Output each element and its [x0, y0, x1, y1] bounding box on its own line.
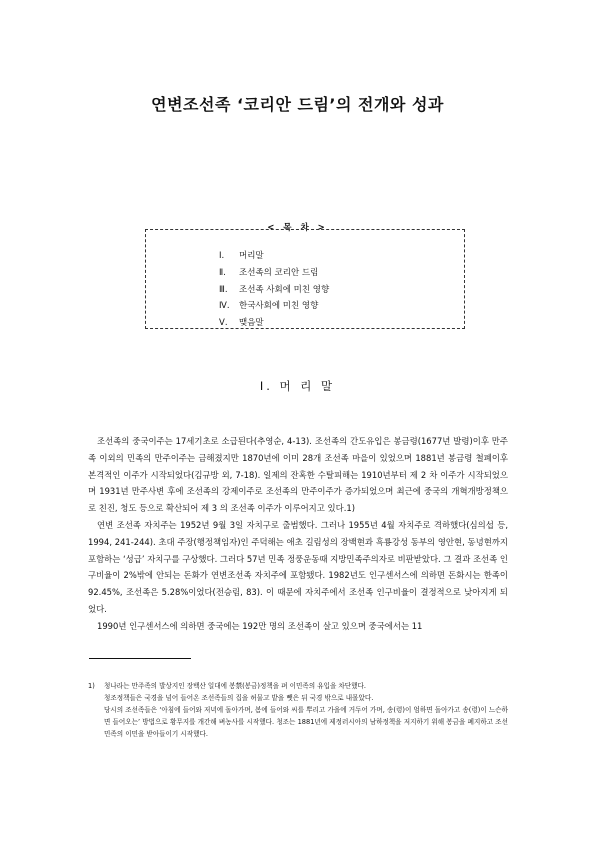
toc-item [219, 315, 329, 332]
toc-list [219, 248, 329, 332]
footnote-mark: 1) [88, 682, 95, 690]
paragraph: 1990년 인구센서스에 의하면 중국에는 192만 명의 조선족이 살고 있으며 중국에서는 11 [97, 620, 423, 631]
paragraph: 연변 조선족 자치주는 1952년 9월 3일 자치구로 출범했다. 그러나 1955년 4월 자치주로 격하했다(심의섭 등, 1994, 241-244). 초대 주장(행정책임자)인 주덕해는 애초 길림성의 장백현과 흑룡강성 동부의 영안현, 동녕현까지 포함하는 ‘성급’ 자치구를 구상했다. 그러다 57년 민족 정풍운동때 지방민족주의자로 비판받았다. 그 결과 조선족 인구비율이 2%밖에 안되는 돈화가 연변조선족 자치주에 포함됐다. 1982년도 인구센서스에 의하면 돈화시는 한족이 92.45%, 조선족은 5.28%이었다(전승림, 83). 이 때문에 자치주에서 조선족 인구비율이 결정적으로 낮아지게 되었다. [88, 519, 508, 614]
toc-item [219, 298, 329, 315]
document-title: 연변조선족 ‘코리안 드림’의 전개와 성과 [151, 95, 444, 114]
toc-item-label: 조선족 사회에 미친 영향 [239, 284, 330, 295]
toc-item [219, 248, 329, 265]
footnote [88, 680, 508, 740]
toc-heading: < 목 차 > [267, 223, 328, 233]
toc-item-number: Ⅴ. [219, 318, 228, 329]
toc-item-number: Ⅰ. [219, 251, 225, 261]
footnote-text: 청나라는 만주족의 발상지인 장백산 일대에 봉禁(봉금)정책을 펴 이민족의 유입을 차단했다. [104, 682, 367, 690]
toc-item-label: 맺음말 [239, 318, 264, 329]
section-heading: Ⅰ. 머 리 말 [259, 379, 336, 393]
toc-item-number: Ⅲ. [219, 284, 228, 295]
toc-item-label: 머리말 [239, 251, 264, 261]
toc-item-number: Ⅱ. [219, 267, 226, 278]
toc-item-number: Ⅳ. [219, 301, 230, 312]
toc-item [219, 282, 329, 299]
footnote-line: 청조정책들은 국경을 넘어 들어온 조선족들의 집을 허물고 밭을 뺏은 뒤 국경 밖으로 내몰았다. [104, 694, 374, 702]
toc-item-label: 조선족의 코리안 드림 [239, 267, 319, 278]
body-text [88, 433, 508, 635]
footnote-divider [89, 658, 191, 659]
footnote-line [88, 680, 508, 692]
paragraph: 조선족의 중국이주는 17세기초로 소급된다(추영순, 4-13). 조선족의 간도유입은 봉금령(1677년 발령)이후 만주족 이외의 민족의 만주이주는 금해졌지만 1870년에 이미 28개 조선족 마을이 있었으며 1881년 봉금령 철폐이후 본격적인 이주가 시작되었다(김규방 외, 7-18). 일제의 잔혹한 수탈피해는 1910년부터 제 2 차 이주가 시작되었으며 1931년 만주사변 후에 조선족의 강제이주로 조선족의 만주이주가 증가되었으며 최근에 중국의 개혁개방정책으로 친진, 청도 등으로 확산되어 제 3 의 조선족 이주가 이루어지고 있다.1) [88, 436, 508, 514]
footnote-line: 당시의 조선족들은 ‘아침에 들어와 저녁에 돌아가며, 봄에 들어와 씨를 뿌리고 가을에 거두어 가며, 송(령)이 엄하면 돌아가고 송(령)이 느슨하면 들어오는’ 방법으로 황무지를 개간해 벼농사를 시작했다. 청조는 1881년에 제정러시아의 남하정책을 저지하기 위해 봉금을 폐지하고 조선민족의 이민을 받아들이기 시작했다. [104, 706, 508, 738]
toc-item [219, 265, 329, 282]
toc-item-label: 한국사회에 미친 영향 [239, 301, 319, 312]
